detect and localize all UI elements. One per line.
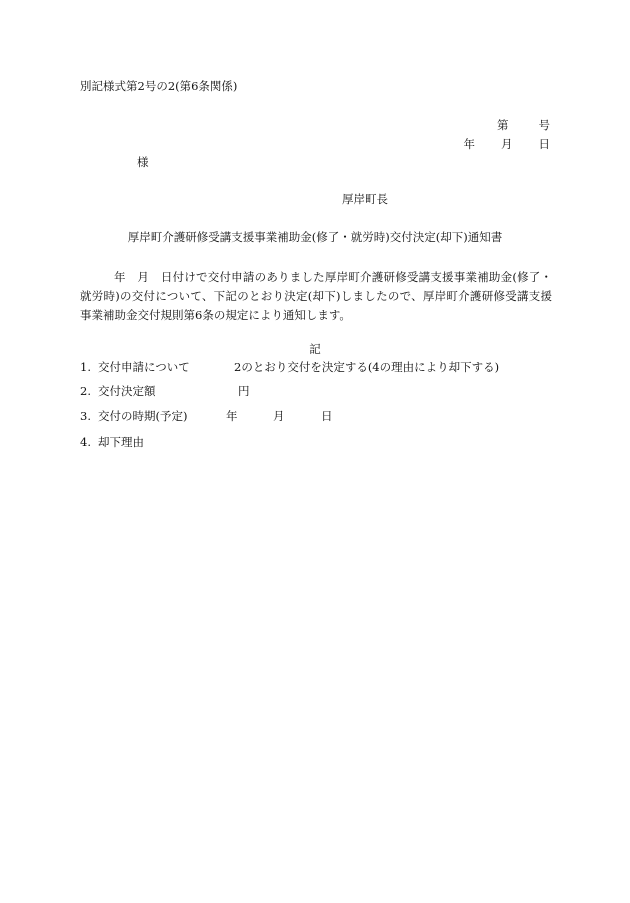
ki-heading: 記: [309, 342, 321, 356]
body-paragraph: 年 月 日付けで交付申請のありました厚岸町介護研修受講支援事業補助金(修了・就労時)の交付について、下記のとおり決定(却下)しましたので、厚岸町介護研修受講支援事業補助金交付規則第6条の規定により通知します。: [80, 270, 552, 322]
item-label: 交付決定額: [98, 384, 156, 398]
timing-year: 年: [226, 409, 238, 423]
sender-name: 厚岸町長: [342, 192, 388, 206]
timing-day: 日: [321, 409, 333, 423]
item-value: 2のとおり交付を決定する(4の理由により却下する): [234, 360, 500, 374]
timing-month: 月: [273, 409, 285, 423]
issue-date-month: 月: [501, 137, 513, 151]
item-number: 2.: [80, 384, 91, 398]
item-label: 交付申請について: [98, 360, 190, 374]
issue-date-line: [464, 139, 551, 151]
item-number: 3.: [80, 409, 91, 423]
number-prefix: 第: [497, 118, 509, 132]
recipient-honorific: 様: [137, 155, 149, 169]
document-title: 厚岸町介護研修受講支援事業補助金(修了・就労時)交付決定(却下)通知書: [127, 230, 503, 244]
issue-date-day: 日: [538, 137, 550, 151]
item-application: [80, 360, 500, 374]
document-number-line: [497, 120, 550, 132]
item-label: 却下理由: [98, 435, 144, 449]
number-suffix: 号: [538, 118, 550, 132]
issue-date-year: 年: [463, 137, 475, 151]
form-label: 別記様式第2号の2(第6条関係): [80, 79, 238, 93]
item-rejection-reason: [80, 437, 144, 449]
item-value: 円: [238, 384, 250, 398]
item-number: 1.: [80, 360, 91, 374]
item-label: 交付の時期(予定): [98, 409, 188, 423]
item-number: 4.: [80, 435, 91, 449]
item-amount: [80, 384, 250, 398]
item-timing: [80, 409, 333, 423]
